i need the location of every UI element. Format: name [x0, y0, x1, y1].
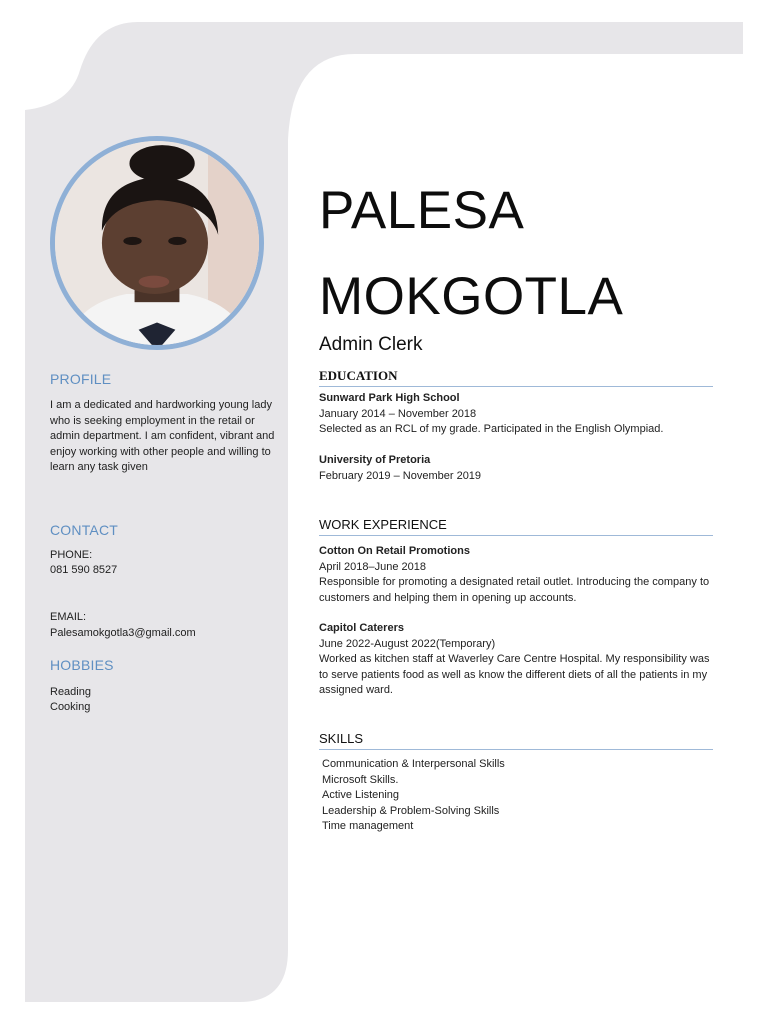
education-heading: [319, 367, 713, 387]
last-name: MOKGOTLA: [319, 267, 624, 326]
profile-text: I am a dedicated and hardworking young lady who is seeking employment in the retail or admin department. I am confident, vibrant and enjoy working with other people and willing to learn any task given: [50, 399, 275, 473]
work-org: Cotton On Retail Promotions: [319, 545, 470, 557]
hobby-item: Cooking: [50, 701, 91, 713]
job-title: Admin Clerk: [319, 334, 423, 355]
profile-heading: PROFILE: [50, 371, 112, 387]
contact-heading: CONTACT: [50, 522, 119, 538]
candidate-name: [319, 168, 623, 340]
work-entry: [319, 621, 714, 699]
hobbies-heading: HOBBIES: [50, 657, 114, 673]
education-dates: January 2014 – November 2018: [319, 407, 477, 420]
education-dates: February 2019 – November 2019: [319, 469, 482, 482]
work-entry: [319, 544, 714, 606]
skill-item: Leadership & Problem-Solving Skills: [322, 804, 500, 817]
skill-item: Communication & Interpersonal Skills: [322, 758, 505, 770]
hobby-item: Reading: [50, 686, 91, 698]
skill-item: Microsoft Skills.: [322, 773, 399, 786]
education-org: University of Pretoria: [319, 454, 431, 466]
work-detail: Worked as kitchen staff at Waverley Care Centre Hospital. My responsibility was to serve patients food as well as know the different diets of all the patients in my assigned ward.: [319, 653, 710, 696]
education-detail: Selected as an RCL of my grade. Participated in the English Olympiad.: [319, 423, 664, 435]
skill-item: Active Listening: [322, 789, 400, 801]
education-entry: [319, 391, 714, 438]
work-detail: Responsible for promoting a designated retail outlet. Introducing the company to customers and helping them in opening up accounts.: [319, 576, 710, 604]
phone-label: PHONE:: [50, 549, 93, 561]
work-dates: April 2018–June 2018: [319, 560, 427, 573]
work-org: Capitol Caterers: [319, 622, 404, 634]
education-org: Sunward Park High School: [319, 392, 460, 404]
first-name: PALESA: [319, 181, 525, 240]
email-value: Palesamokgotla3@gmail.com: [50, 627, 196, 639]
profile-photo: [50, 136, 264, 350]
education-entry: [319, 453, 714, 484]
work-experience-heading: [319, 516, 713, 536]
skills-list: [319, 757, 699, 835]
education-heading-label: EDUCATION: [319, 368, 398, 383]
work-dates: June 2022-August 2022(Temporary): [319, 637, 496, 650]
phone-value: 081 590 8527: [50, 564, 118, 576]
skill-item: Time management: [322, 820, 414, 832]
skills-heading: [319, 730, 713, 750]
skills-heading-label: SKILLS: [319, 731, 364, 746]
email-label: EMAIL:: [50, 611, 87, 623]
work-experience-heading-label: WORK EXPERIENCE: [319, 517, 447, 532]
